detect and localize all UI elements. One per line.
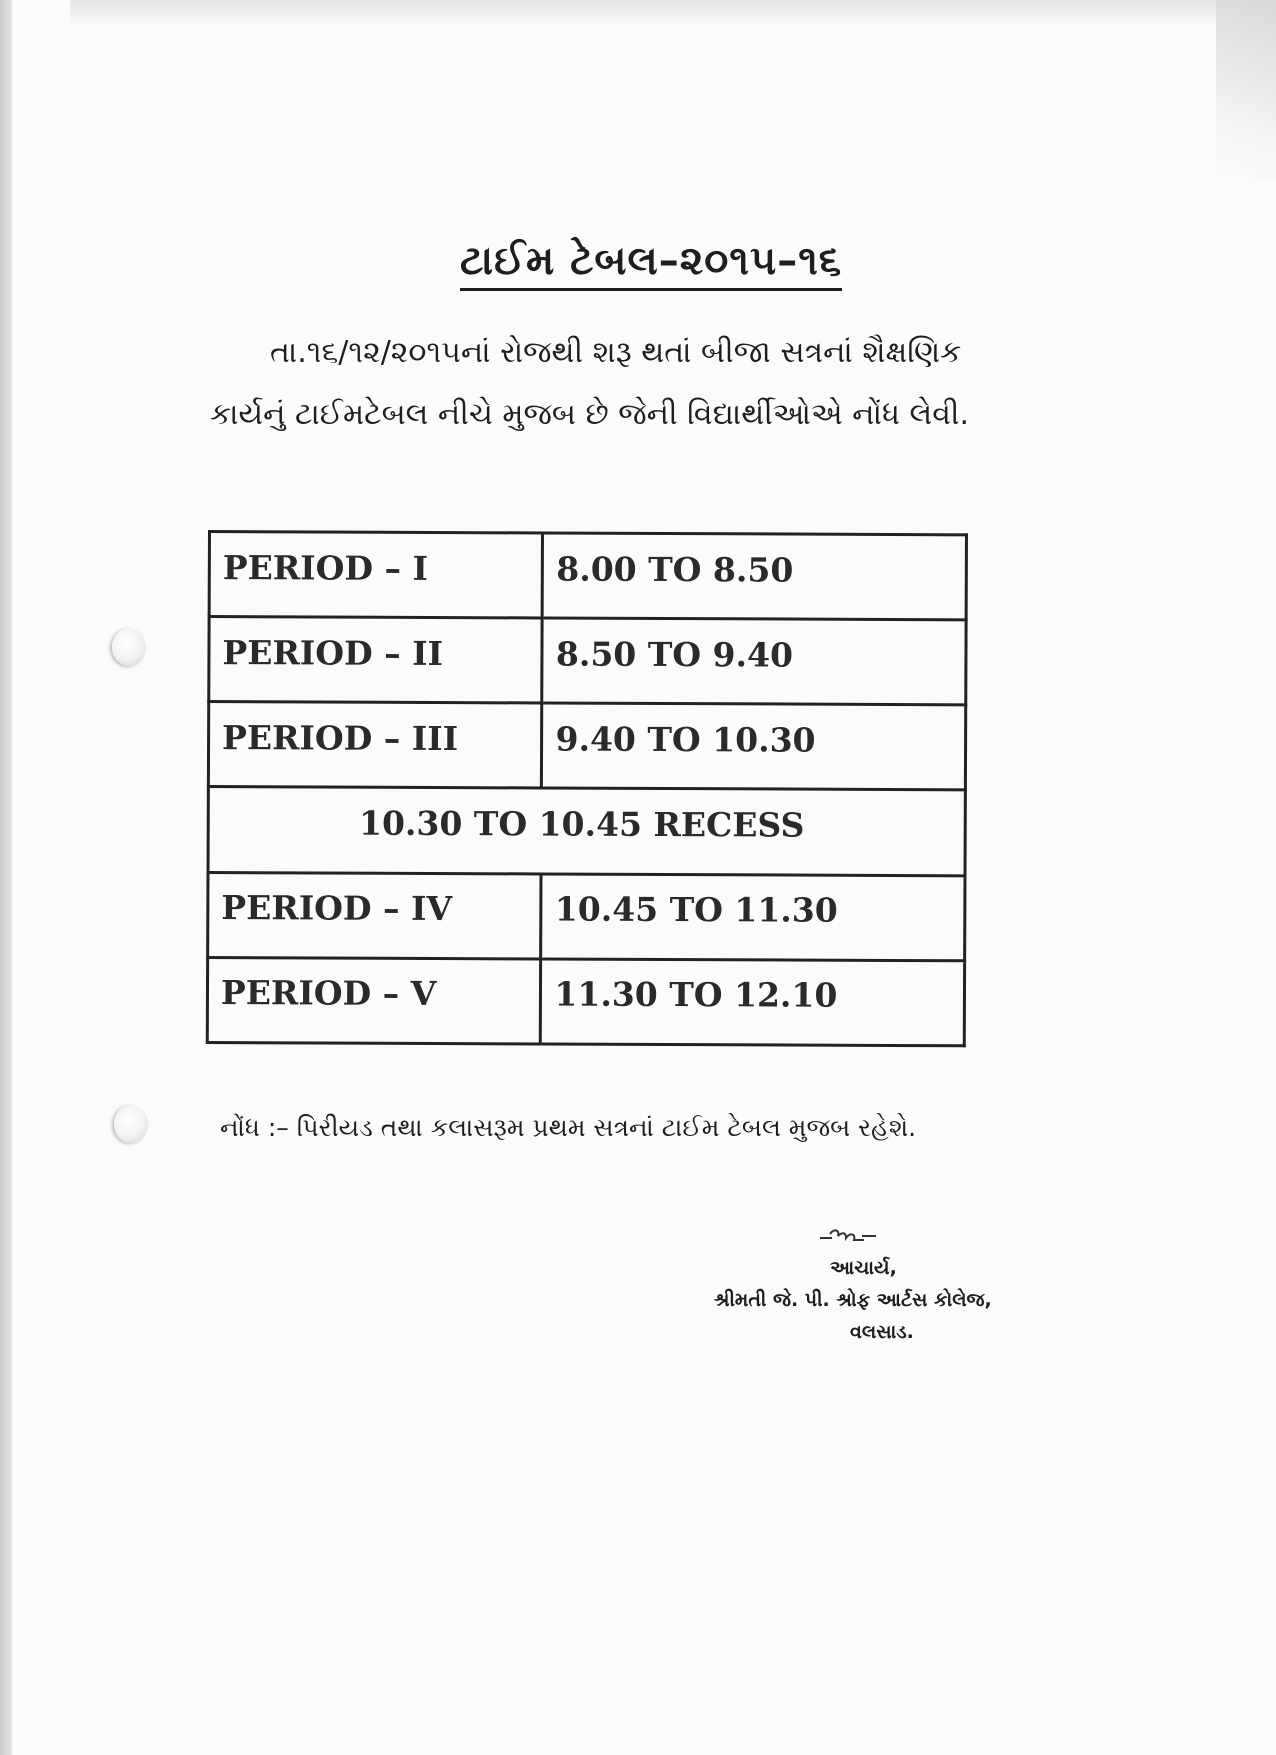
timetable [206, 530, 968, 1047]
period-time: 8.50 TO 9.40 [542, 618, 966, 705]
signatory-designation: આચાર્ય, [830, 1257, 897, 1279]
period-label: PERIOD – I [209, 532, 543, 619]
note-text: નોંધ :– પિરીયડ તથા કલાસરૂમ પ્રથમ સત્રનાં ટાઈમ ટેબલ મુજબ રહેશે. [220, 1113, 917, 1142]
timetable-row [208, 702, 965, 790]
intro-line: કાર્યનું ટાઈમટેબલ નીચે મુજબ છે જેની વિદ્યાર્થીઓએ નોંધ લેવી. [210, 397, 970, 432]
timetable-row [207, 957, 964, 1046]
timetable-row [209, 617, 966, 705]
period-time: 8.00 TO 8.50 [543, 533, 967, 620]
intro-line: તા.૧૬/૧૨/૨૦૧૫નાં રોજથી શરૂ થતાં બીજા સત્રનાં શૈક્ષણિક [270, 335, 962, 370]
recess-row [208, 787, 965, 875]
document-title: ટાઈમ ટેબલ–૨૦૧૫–૧૬ [460, 238, 842, 291]
paper-folded-corner [1216, 0, 1276, 180]
timetable-row [208, 872, 965, 960]
timetable-row [209, 532, 966, 620]
period-time: 11.30 TO 12.10 [541, 959, 965, 1046]
paper-top-edge [70, 0, 1276, 24]
period-label: PERIOD – V [207, 957, 541, 1044]
recess-label: 10.30 TO 10.45 RECESS [208, 787, 965, 875]
signatory-institution: શ્રીમતી જે. પી. શ્રોફ આર્ટસ કોલેજ, [714, 1289, 992, 1311]
period-time: 9.40 TO 10.30 [542, 703, 966, 790]
signature-block [700, 1252, 1060, 1348]
signatory-city: વલસાડ. [850, 1321, 914, 1343]
intro-paragraph [210, 322, 1230, 446]
period-label: PERIOD – II [209, 617, 543, 704]
punch-hole [112, 628, 146, 666]
period-label: PERIOD – III [208, 702, 542, 789]
signature-scribble [818, 1222, 878, 1248]
punch-hole [114, 1105, 148, 1143]
period-label: PERIOD – IV [208, 872, 542, 959]
period-time: 10.45 TO 11.30 [541, 874, 965, 961]
